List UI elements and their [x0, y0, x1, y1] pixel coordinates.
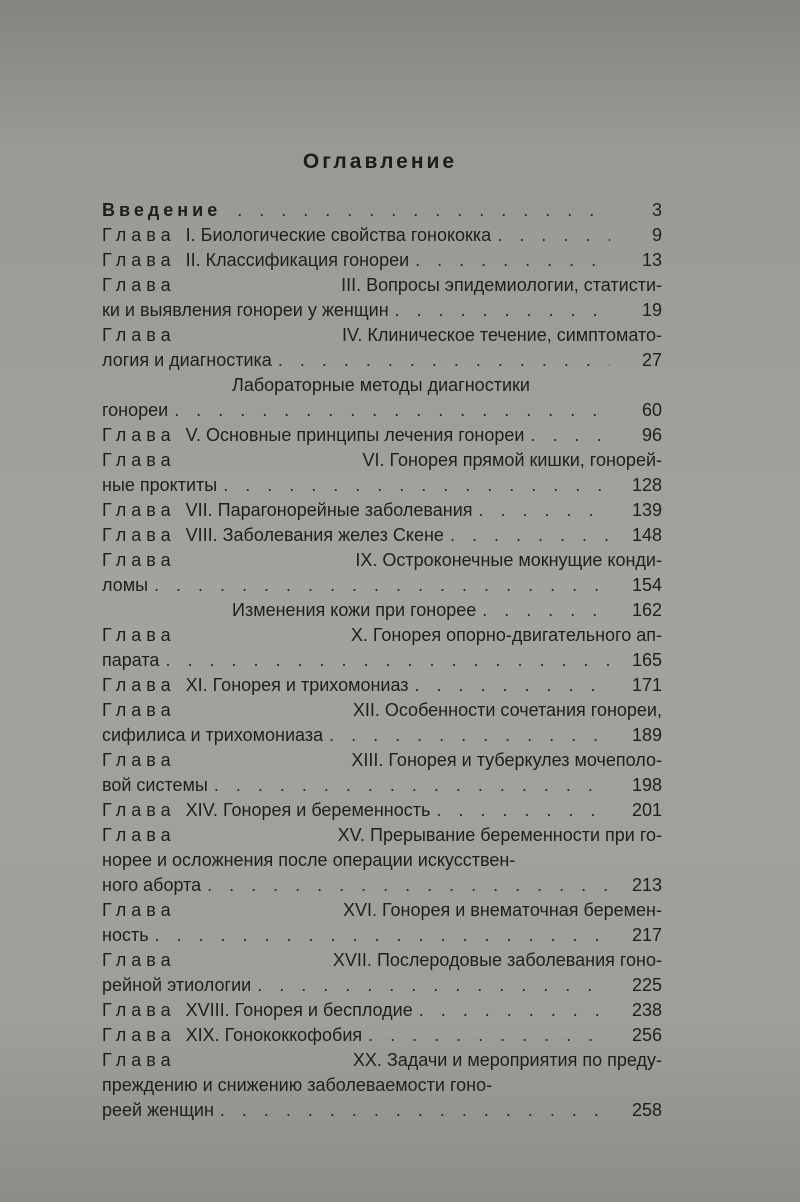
chapter-label: Глава: [102, 225, 176, 245]
toc-entry: [102, 373, 662, 423]
dot-leader: [174, 398, 610, 423]
toc-entry: [102, 273, 662, 323]
page-title: Оглавление: [302, 150, 458, 173]
dot-leader: [368, 1023, 610, 1048]
toc-entry: [102, 448, 662, 498]
page-number: 198: [631, 775, 662, 795]
chapter-label: Глава: [102, 450, 176, 470]
dot-leader: [223, 473, 610, 498]
toc-line: [102, 473, 662, 498]
page-number: 162: [631, 600, 662, 620]
page-number: 225: [631, 975, 662, 995]
chapter-label: Глава: [102, 1025, 176, 1045]
dot-leader: [207, 873, 610, 898]
entry-text: XIV. Гонорея и беременность: [185, 800, 431, 820]
entry-text: ность: [102, 925, 149, 945]
page-number: 27: [641, 350, 662, 370]
toc-line: [102, 748, 662, 773]
entry-text: Изменения кожи при гонорее: [232, 600, 477, 620]
toc-line: [102, 723, 662, 748]
entry-text: X. Гонорея опорно-двигательного ап-: [350, 625, 662, 645]
toc-line: [102, 823, 662, 848]
entry-text: IV. Клиническое течение, симптомато-: [341, 325, 662, 345]
dot-leader: [165, 648, 610, 673]
toc-entry: [102, 623, 662, 673]
page-number: 213: [631, 875, 662, 895]
page-number: 13: [641, 250, 662, 270]
entry-text: вой системы: [102, 775, 208, 795]
toc-line: [102, 873, 662, 898]
toc-line: [102, 923, 662, 948]
toc-line: [102, 798, 662, 823]
dot-leader: [220, 1098, 610, 1123]
toc-line: [102, 373, 662, 398]
dot-leader: [237, 198, 610, 223]
toc-entry: [102, 948, 662, 998]
toc-entry: [102, 898, 662, 948]
toc-entry: [102, 1048, 662, 1123]
entry-text: ломы: [102, 575, 149, 595]
entry-text: XIII. Гонорея и туберкулез мочеполо-: [351, 750, 662, 770]
toc-line: [102, 898, 662, 923]
toc-line: [102, 573, 662, 598]
entry-text: XX. Задачи и мероприятия по преду-: [352, 1050, 662, 1070]
chapter-label: Глава: [102, 625, 176, 645]
toc-entry: [102, 798, 662, 823]
entry-text: VIII. Заболевания желез Скене: [185, 525, 444, 545]
chapter-label: Глава: [102, 1050, 176, 1070]
page-number: 217: [631, 925, 662, 945]
page-number: 154: [631, 575, 662, 595]
toc-line: [102, 223, 662, 248]
entry-text: XV. Прерывание беременности при го-: [337, 825, 662, 845]
entry-text: гонореи: [102, 400, 169, 420]
entry-text: преждению и снижению заболеваемости гоно-: [102, 1075, 493, 1095]
chapter-label: Глава: [102, 425, 176, 445]
toc-entry: [102, 998, 662, 1023]
chapter-label: Глава: [102, 800, 176, 820]
entry-text: ки и выявления гонореи у женщин: [102, 300, 389, 320]
dot-leader: [419, 998, 610, 1023]
toc-line: [102, 498, 662, 523]
entry-text: XI. Гонорея и трихомониаз: [185, 675, 409, 695]
entry-text: VI. Гонорея прямой кишки, гонорей-: [362, 450, 662, 470]
toc-entry: [102, 223, 662, 248]
page-number: 9: [651, 225, 662, 245]
toc-line: [102, 698, 662, 723]
entry-text: рейной этиологии: [102, 975, 252, 995]
page-number: 189: [631, 725, 662, 745]
toc-line: [102, 1073, 662, 1098]
page-number: 201: [631, 800, 662, 820]
dot-leader: [436, 798, 610, 823]
page-number: 96: [641, 425, 662, 445]
chapter-label: Глава: [102, 825, 176, 845]
dot-leader: [482, 598, 610, 623]
toc-line: [102, 773, 662, 798]
dot-leader: [450, 523, 610, 548]
chapter-label: Глава: [102, 250, 176, 270]
dot-leader: [497, 223, 610, 248]
toc-line: [102, 298, 662, 323]
chapter-label: Глава: [102, 1000, 176, 1020]
entry-text: парата: [102, 650, 160, 670]
toc-entry: [102, 248, 662, 273]
chapter-label: Глава: [102, 900, 176, 920]
toc-line: [102, 973, 662, 998]
toc-line: [102, 423, 662, 448]
toc-line: [102, 848, 662, 873]
toc-line: [102, 248, 662, 273]
chapter-label: Глава: [102, 700, 176, 720]
toc-line: [102, 198, 662, 223]
toc-line: [102, 398, 662, 423]
entry-text: ные проктиты: [102, 475, 218, 495]
toc-line: [102, 948, 662, 973]
toc-entry: [102, 198, 662, 223]
page-number: 139: [631, 500, 662, 520]
dot-leader: [479, 498, 610, 523]
toc-line: [102, 323, 662, 348]
toc-entry: [102, 523, 662, 548]
toc-entry: [102, 548, 662, 598]
chapter-label: Глава: [102, 550, 176, 570]
chapter-label: Глава: [102, 325, 176, 345]
chapter-label: Глава: [102, 675, 176, 695]
entry-text: V. Основные принципы лечения гонореи: [185, 425, 525, 445]
entry-text: IX. Остроконечные мокнущие конди-: [355, 550, 662, 570]
toc-entry: [102, 423, 662, 448]
toc-line: [102, 448, 662, 473]
entry-text: сифилиса и трихомониаза: [102, 725, 324, 745]
chapter-label: Глава: [102, 950, 176, 970]
toc-entry: [102, 498, 662, 523]
toc-line: [102, 1098, 662, 1123]
page-number: 258: [631, 1100, 662, 1120]
toc-entry: [102, 673, 662, 698]
toc-line: [102, 1023, 662, 1048]
toc-line: [102, 623, 662, 648]
toc-entry: [102, 823, 662, 898]
entry-text: VII. Парагонорейные заболевания: [185, 500, 473, 520]
toc-line: [102, 673, 662, 698]
page-number: 165: [631, 650, 662, 670]
toc-line: [102, 598, 662, 623]
entry-text: реей женщин: [102, 1100, 214, 1120]
page-number: 148: [631, 525, 662, 545]
entry-text: XVII. Послеродовые заболевания гоно-: [332, 950, 662, 970]
page-number: 171: [631, 675, 662, 695]
entry-text: Лабораторные методы диагностики: [232, 375, 530, 395]
toc-entry: [102, 748, 662, 798]
dot-leader: [154, 573, 610, 598]
entry-text: норее и осложнения после операции искусствен-: [102, 850, 516, 870]
dot-leader: [530, 423, 610, 448]
page-number: 19: [641, 300, 662, 320]
entry-text: ного аборта: [102, 875, 202, 895]
page-number: 60: [641, 400, 662, 420]
page-number: 128: [631, 475, 662, 495]
entry-text: I. Биологические свойства гонококка: [185, 225, 492, 245]
dot-leader: [155, 923, 610, 948]
toc-line: [102, 348, 662, 373]
dot-leader: [278, 348, 610, 373]
dot-leader: [214, 773, 610, 798]
toc-line: [102, 523, 662, 548]
entry-text: XVIII. Гонорея и бесплодие: [185, 1000, 413, 1020]
toc-entry: [102, 698, 662, 748]
entry-text: Введение: [102, 200, 222, 220]
toc-entry: [102, 323, 662, 373]
page-number: 3: [651, 200, 662, 220]
dot-leader: [415, 248, 610, 273]
chapter-label: Глава: [102, 750, 176, 770]
entry-text: III. Вопросы эпидемиологии, статисти-: [341, 275, 662, 295]
table-of-contents: [102, 198, 662, 1123]
chapter-label: Глава: [102, 275, 176, 295]
entry-text: II. Классификация гонореи: [185, 250, 410, 270]
chapter-label: Глава: [102, 500, 176, 520]
entry-text: логия и диагностика: [102, 350, 272, 370]
toc-line: [102, 1048, 662, 1073]
toc-entry: [102, 1023, 662, 1048]
entry-text: XVI. Гонорея и внематочная беремен-: [342, 900, 662, 920]
toc-entry: [102, 598, 662, 623]
page-number: 238: [631, 1000, 662, 1020]
dot-leader: [415, 673, 610, 698]
entry-text: XIX. Гонококкофобия: [185, 1025, 363, 1045]
dot-leader: [395, 298, 610, 323]
entry-text: XII. Особенности сочетания гонореи,: [352, 700, 662, 720]
chapter-label: Глава: [102, 525, 176, 545]
toc-line: [102, 648, 662, 673]
toc-line: [102, 548, 662, 573]
toc-line: [102, 998, 662, 1023]
dot-leader: [257, 973, 610, 998]
toc-line: [102, 273, 662, 298]
dot-leader: [329, 723, 610, 748]
page-number: 256: [631, 1025, 662, 1045]
